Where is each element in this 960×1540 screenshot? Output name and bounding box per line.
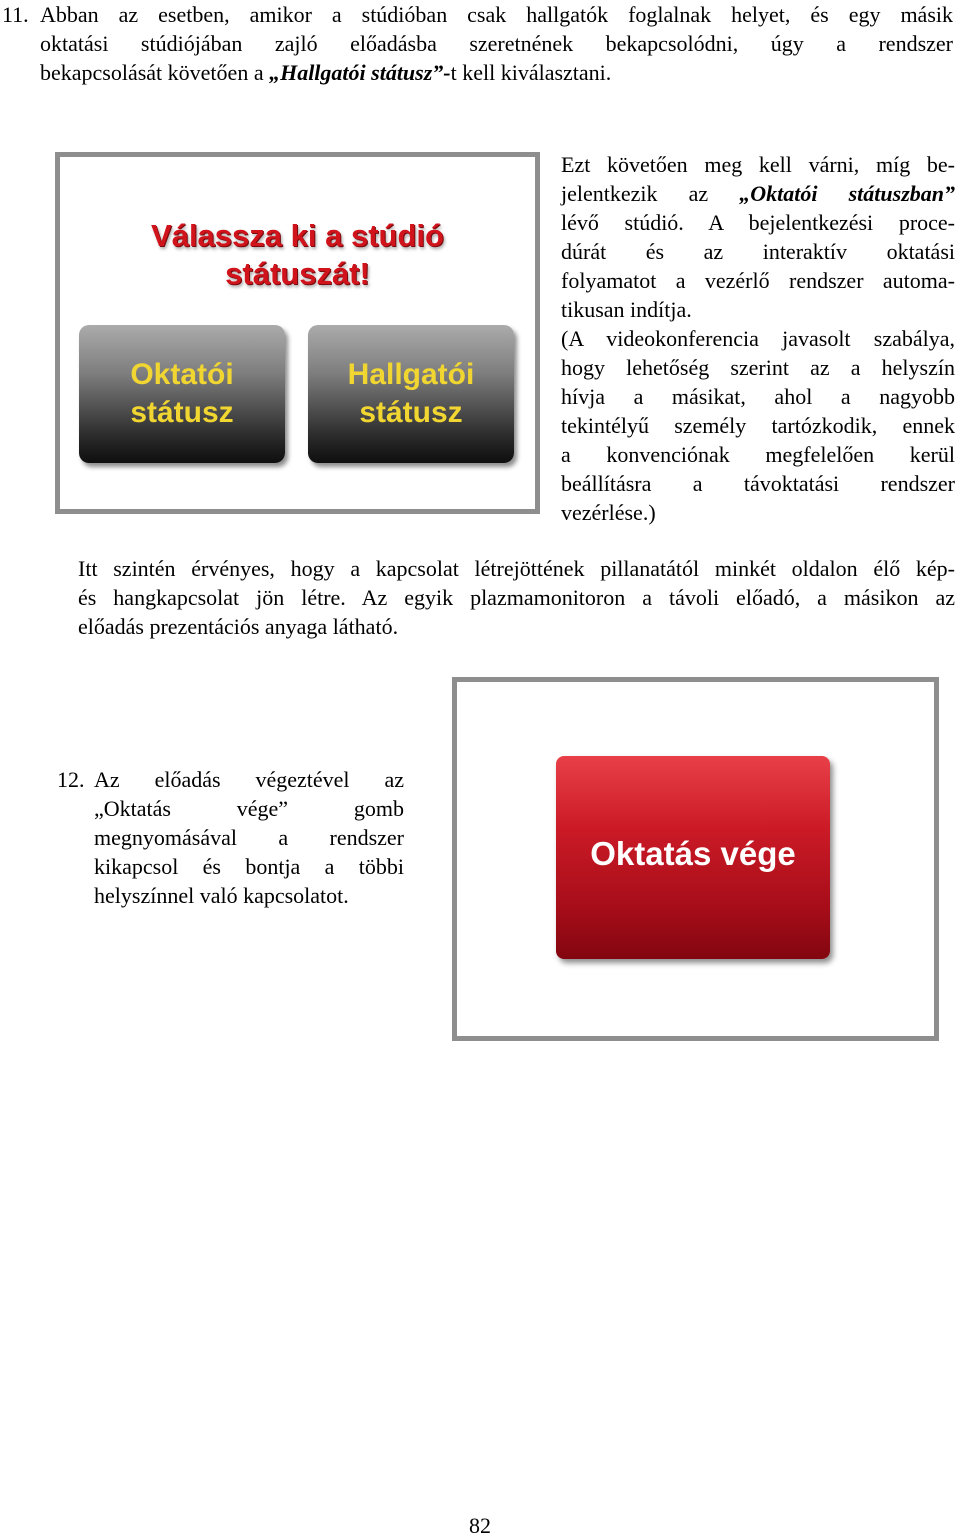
heading-line: státuszát! — [225, 256, 370, 291]
section-12-line: helyszínnel való kapcsolatot. — [94, 883, 349, 908]
oktatas-vege-button[interactable]: Oktatás vége — [556, 756, 830, 959]
section-12-line: kikapcsol és bontja a többi — [94, 854, 404, 879]
right-column-line: lévő stúdió. A bejelentkezési proce- — [561, 210, 955, 235]
right-column-line: vezérlése.) — [561, 500, 656, 525]
oktatoi-statuszban-emphasis: „Oktatói státuszban” — [739, 181, 956, 206]
heading-line: Válassza ki a stúdió — [151, 218, 444, 253]
section-11-line3-after: t kell kiválasztani. — [450, 60, 612, 85]
right-column-line — [561, 179, 955, 208]
status-selection-heading — [60, 217, 535, 293]
section-12-number: 12. — [57, 767, 85, 792]
button-label-line: státusz — [359, 396, 463, 429]
right-column-line: tekintélyű személy tartózkodik, ennek — [561, 413, 955, 438]
right-column-line: hívja a másikat, ahol a nagyobb — [561, 384, 955, 409]
right-column-line: tikusan indítja. — [561, 297, 692, 322]
right-column-line: Ezt követően meg kell várni, míg be- — [561, 152, 955, 177]
paragraph-line: és hangkapcsolat jön létre. Az egyik plazmamonitoron a távoli előadó, a másikon az — [78, 585, 955, 610]
right-column-line: dúrát és az interaktív oktatási — [561, 239, 955, 264]
oktatoi-status-button[interactable] — [79, 325, 285, 463]
hallgatoi-statusz-emphasis: „Hallgatói státusz”- — [269, 60, 451, 85]
page-number: 82 — [469, 1513, 491, 1538]
right-column-text — [561, 150, 955, 527]
button-label-line: státusz — [130, 396, 234, 429]
section-11-number: 11. — [2, 2, 29, 27]
right-column-line: beállításra a távoktatási rendszer — [561, 471, 955, 496]
section-11-text — [40, 0, 953, 87]
paragraph-line: előadás prezentációs anyaga látható. — [78, 614, 399, 639]
right-column-line2-before: jelentkezik az — [561, 181, 740, 206]
section-11-line3-before: bekapcsolását követően a — [40, 60, 270, 85]
paragraph-line: Itt szintén érvényes, hogy a kapcsolat létrejöttének pillanatától minkét oldalon élő kép- — [78, 556, 955, 581]
right-column-line: (A videokonferencia javasolt szabálya, — [561, 326, 955, 351]
section-11-line — [40, 58, 953, 87]
section-12-text — [94, 765, 404, 910]
button-label-line: Hallgatói — [347, 358, 475, 391]
status-selection-screen — [55, 152, 540, 514]
connection-paragraph — [78, 554, 955, 641]
right-column-line: folyamatot a vezérlő rendszer automa- — [561, 268, 955, 293]
hallgatoi-status-button[interactable] — [308, 325, 514, 463]
button-label-line: Oktatói — [130, 358, 234, 391]
section-12-line: „Oktatás vége” gomb — [94, 796, 404, 821]
section-11-line: oktatási stúdiójában zajló előadásba szeretnének bekapcsolódni, úgy a rendszer — [40, 31, 953, 56]
section-12-line: megnyomásával a rendszer — [94, 825, 404, 850]
right-column-line: hogy lehetőség szerint az a helyszín — [561, 355, 955, 380]
end-lecture-screen — [452, 677, 939, 1041]
section-11-line: Abban az esetben, amikor a stúdióban csak hallgatók foglalnak helyet, és egy másik — [40, 2, 953, 27]
section-12-line: Az előadás végeztével az — [94, 767, 404, 792]
right-column-line: a konvenciónak megfelelően kerül — [561, 442, 955, 467]
